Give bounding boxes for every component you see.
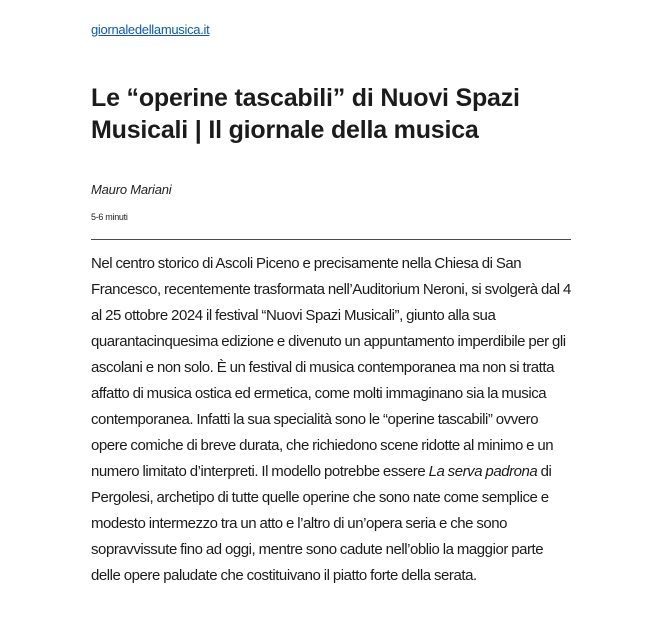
paragraph-text-part1: Nel centro storico di Ascoli Piceno e precisamente nella Chiesa di San Francesco, recentemente trasformata nell’Auditorium Neroni, si svolgerà dal 4 al 25 ottobre 2024 il festival “Nuovi Spazi Musicali”, giunto alla sua quarantacinquesima edizione e divenuto un appuntamento imperdibile per gli ascolani e non solo. È un festival di musica contemporanea ma non si tratta affatto di musica ostica ed ermetica, come molti immaginano sia la musica contemporanea. Infatti la sua specialità sono le “operine tascabili” ovvero opere comiche di breve durata, che richiedono scene ridotte al minimo e un numero limitato d’interpreti. Il modello potrebbe essere: [91, 255, 571, 480]
article-body: [91, 251, 573, 589]
source-domain-link[interactable]: giornaledellamusica.it: [91, 22, 210, 37]
author-byline: Mauro Mariani: [91, 182, 172, 197]
reading-time: 5-6 minuti: [91, 212, 128, 222]
article-title: Le “operine tascabili” di Nuovi Spazi Musicali | Il giornale della musica: [91, 84, 520, 144]
article-paragraph: [91, 251, 573, 589]
reader-view: [91, 0, 573, 589]
work-title-italic: La serva padrona: [428, 463, 538, 480]
header-divider: [91, 239, 571, 240]
paragraph-text-part2: di Pergolesi, archetipo di tutte quelle operine che sono nate come semplice e modesto intermezzo tra un atto e l’altro di un’opera seria e che sono sopravvissute fino ad oggi, mentre sono cadute nell’oblio la maggior parte delle opere paludate che costituivano il piatto forte della serata.: [91, 463, 552, 584]
